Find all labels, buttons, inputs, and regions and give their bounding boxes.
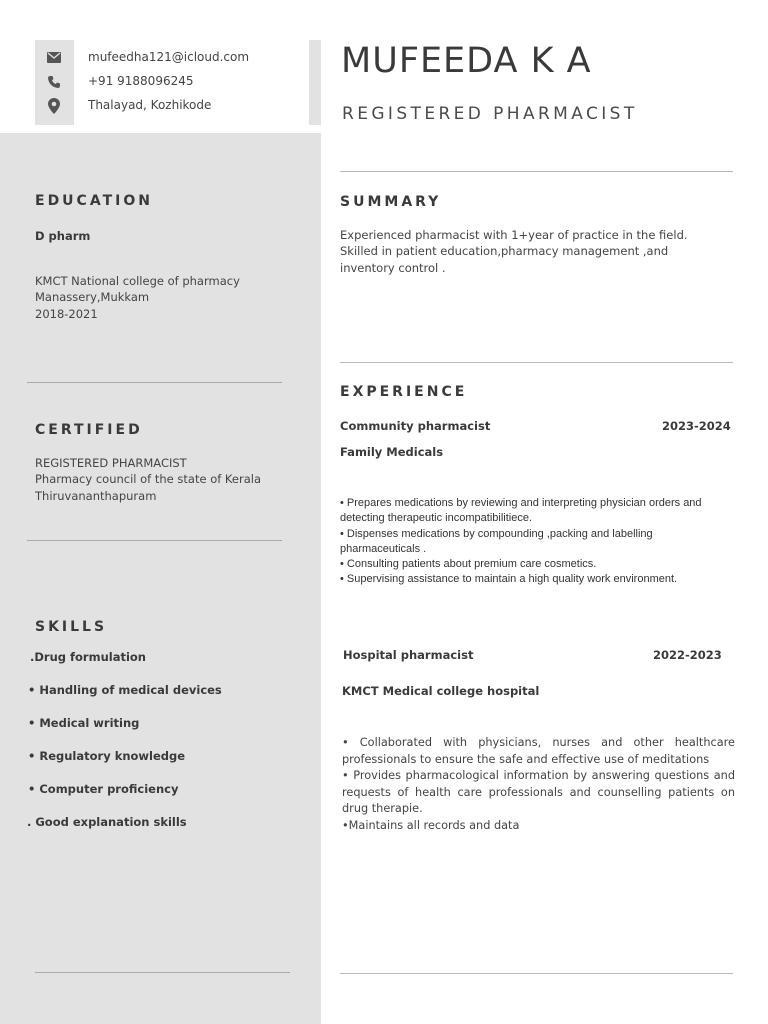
candidate-title: REGISTERED PHARMACIST [342, 104, 638, 124]
education-college-line1: KMCT National college of pharmacy [35, 274, 240, 288]
job-bullet: • Collaborated with physicians, nurses and other healthcare professionals to ensure the safe and effective use of meditations [342, 736, 735, 766]
skill-item: . Good explanation skills [27, 815, 187, 829]
education-degree: D pharm [35, 229, 91, 243]
header-accent-bar [309, 40, 321, 125]
phone-icon [44, 72, 64, 92]
candidate-name: MUFEEDA K A [341, 41, 592, 81]
job-years: 2022-2023 [653, 648, 722, 662]
job-bullet-list [340, 496, 735, 588]
job-bullet: • Prepares medications by reviewing and interpreting physician orders and detecting therapeutic incompatibilitiece. [340, 497, 702, 525]
certified-line1: REGISTERED PHARMACIST [35, 456, 187, 470]
job-bullet: •Maintains all records and data [342, 818, 520, 832]
mail-icon [44, 47, 64, 67]
contact-location: Thalayad, Kozhikode [88, 98, 212, 112]
contact-email[interactable]: mufeedha121@icloud.com [88, 50, 250, 64]
education-college-line2: Manassery,Mukkam [35, 290, 150, 304]
job-years: 2023-2024 [662, 419, 731, 433]
divider [340, 362, 733, 363]
summary-line1: Experienced pharmacist with 1+year of practice in the field. [340, 228, 688, 242]
skill-item: • Computer proficiency [28, 782, 179, 796]
job-employer: KMCT Medical college hospital [342, 684, 540, 698]
contact-phone[interactable]: +91 9188096245 [88, 74, 194, 88]
certified-line3: Thiruvananthapuram [35, 489, 157, 503]
skill-item: .Drug formulation [30, 650, 146, 664]
summary-heading: SUMMARY [340, 194, 442, 210]
divider [27, 540, 282, 541]
job-bullet: • Supervising assistance to maintain a high quality work environment. [340, 573, 678, 586]
divider [340, 171, 733, 172]
education-years: 2018-2021 [35, 307, 98, 321]
divider [340, 973, 733, 974]
job-role: Hospital pharmacist [343, 648, 474, 662]
divider [35, 972, 290, 973]
skill-item: • Regulatory knowledge [28, 749, 186, 763]
skill-item: • Medical writing [28, 716, 140, 730]
job-bullet: • Provides pharmacological information by answering questions and requests of health care professionals and counselling patients on drug therapie. [342, 769, 735, 815]
job-bullet: • Dispenses medications by compounding ,packing and labelling pharmaceuticals . [340, 527, 653, 555]
sidebar-panel [0, 133, 321, 1024]
location-pin-icon [44, 96, 64, 116]
skills-heading: SKILLS [35, 619, 108, 635]
certified-heading: CERTIFIED [35, 422, 143, 438]
job-bullet-list [342, 735, 735, 834]
summary-line3: inventory control . [340, 261, 446, 275]
summary-line2: Skilled in patient education,pharmacy management ,and [340, 244, 669, 258]
job-role: Community pharmacist [340, 419, 491, 433]
experience-heading: EXPERIENCE [340, 384, 468, 400]
divider [27, 382, 282, 383]
certified-line2: Pharmacy council of the state of Kerala [35, 472, 261, 486]
education-heading: EDUCATION [35, 193, 153, 209]
skill-item: • Handling of medical devices [28, 683, 222, 697]
job-bullet: • Consulting patients about premium care cosmetics. [340, 558, 597, 571]
job-employer: Family Medicals [340, 445, 444, 459]
